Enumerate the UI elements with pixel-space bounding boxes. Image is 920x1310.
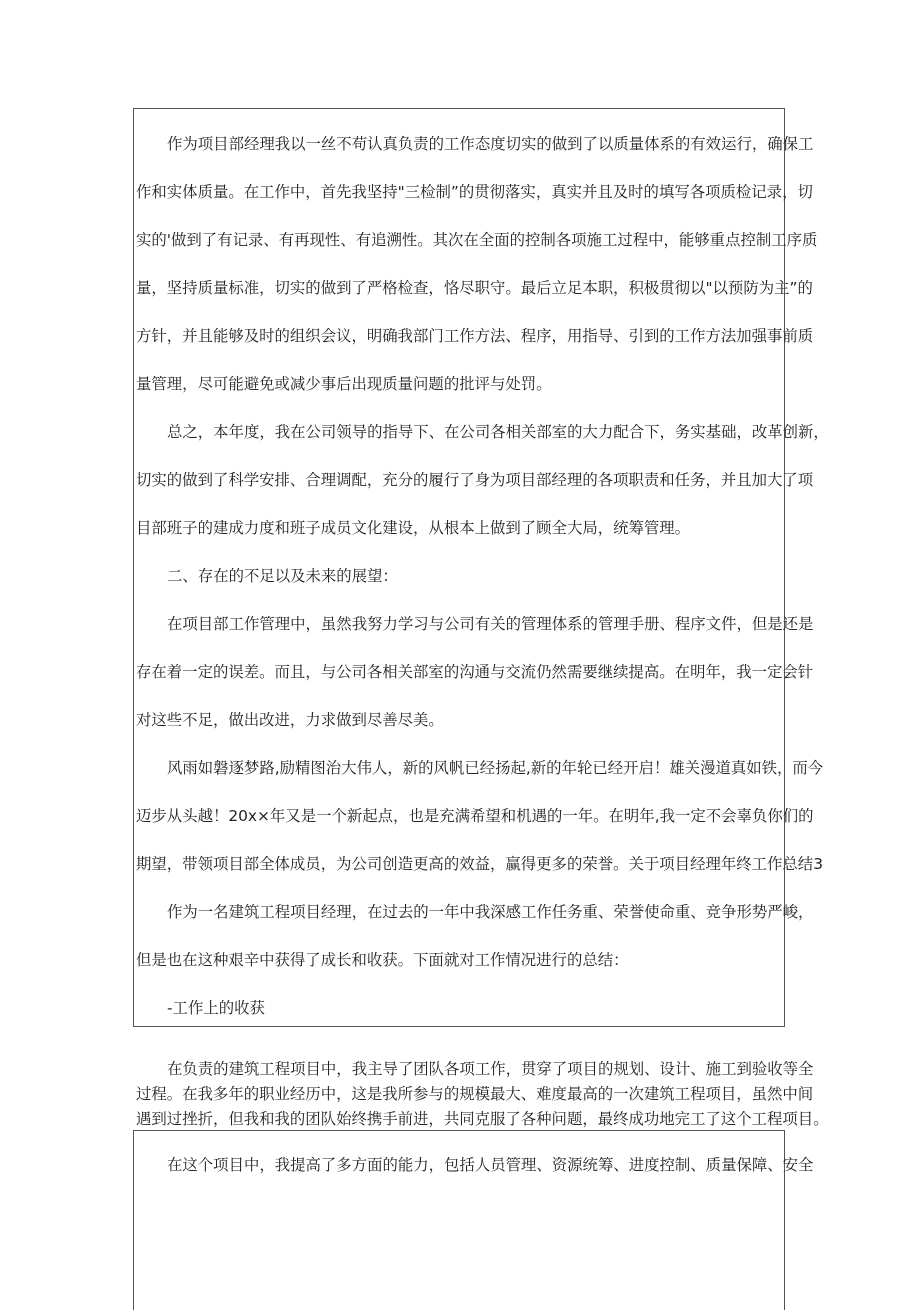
text-line: 方针，并且能够及时的组织会议，明确我部门工作方法、程序，用指导、引到的工作方法加强事前质 — [136, 327, 814, 345]
text-line: 期望，带领项目部全体成员，为公司创造更高的效益，赢得更多的荣誉。关于项目经理年终工作总结3 — [136, 855, 823, 873]
text-line: 量，坚持质量标准，切实的做到了严格检查，恪尽职守。最后立足本职，积极贯彻以"以预防为主”的 — [136, 279, 813, 297]
text-line: 在项目部工作管理中，虽然我努力学习与公司有关的管理体系的管理手册、程序文件，但是还是 — [167, 615, 814, 633]
text-box-1 — [133, 108, 829, 1027]
text-line: 在这个项目中，我提高了多方面的能力，包括人员管理、资源统筹、进度控制、质量保障、安全 — [167, 1156, 814, 1174]
text-line: 二、存在的不足以及未来的展望： — [167, 567, 398, 585]
paragraph — [136, 408, 829, 552]
paragraph — [136, 744, 824, 888]
text-line: -工作上的收获 — [167, 999, 265, 1017]
text-line: 但是也在这种艰辛中获得了成长和收获。下面就对工作情况进行的总结： — [136, 951, 629, 969]
text-line: 目部班子的建成力度和班子成员文化建设，从根本上做到了顾全大局，统筹管理。 — [136, 519, 691, 537]
text-line: 实的'做到了有记录、有再现性、有追溯性。其次在全面的控制各项施工过程中，能够重点控制工序质 — [136, 231, 818, 249]
text-line: 遇到过挫折，但我和我的团队始终携手前进，共同克服了各种问题，最终成功地完工了这个工程项目。 — [136, 1110, 829, 1128]
paragraph — [136, 1141, 814, 1189]
text-line: 过程。在我多年的职业经历中，这是我所参与的规模最大、难度最高的一次建筑工程项目，虽然中间 — [136, 1085, 814, 1103]
text-line: 作为一名建筑工程项目经理，在过去的一年中我深感工作任务重、荣誉使命重、竞争形势严峻， — [167, 903, 814, 921]
paragraph — [136, 120, 818, 408]
text-line: 迈步从头越！20x×年又是一个新起点，也是充满希望和机遇的一年。在明年,我一定不会辜负你们的 — [136, 807, 814, 825]
text-line: 在负责的建筑工程项目中，我主导了团队各项工作，贯穿了项目的规划、设计、施工到验收等全 — [167, 1060, 814, 1078]
paragraph-project-lead — [136, 1057, 829, 1132]
text-line: 存在着一定的误差。而且，与公司各相关部室的沟通与交流仍然需要继续提高。在明年，我一定会针 — [136, 663, 814, 681]
text-box-2 — [133, 1130, 814, 1310]
text-line: 作为项目部经理我以一丝不苟认真负责的工作态度切实的做到了以质量体系的有效运行，确保工 — [167, 135, 814, 153]
paragraph — [136, 888, 814, 984]
text-line: 作和实体质量。在工作中，首先我坚持"三检制”的贯彻落实，真实并且及时的填写各项质检记录，切 — [136, 183, 813, 201]
paragraph — [136, 600, 814, 744]
text-line: 量管理，尽可能避免或减少事后出现质量问题的批评与处罚。 — [136, 375, 552, 393]
text-line: 风雨如磐逐梦路,励精图治大伟人，新的风帆已经扬起,新的年轮已经开启！雄关漫道真如铁，而今 — [167, 759, 824, 777]
paragraph — [136, 552, 782, 600]
text-line: 对这些不足，做出改进，力求做到尽善尽美。 — [136, 711, 444, 729]
text-line: 总之，本年度，我在公司领导的指导下、在公司各相关部室的大力配合下，务实基础，改革创新， — [167, 423, 829, 441]
paragraph — [136, 984, 782, 1032]
text-line: 切实的做到了科学安排、合理调配，充分的履行了身为项目部经理的各项职责和任务，并且加大了项 — [136, 471, 814, 489]
